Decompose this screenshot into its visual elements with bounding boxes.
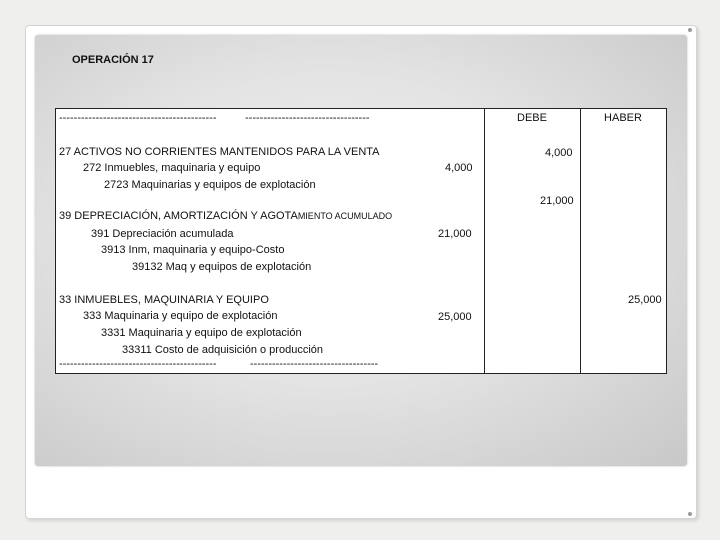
column-divider-debe (484, 109, 485, 373)
subaccount-3331: 3331 Maquinaria y equipo de explotación (101, 327, 302, 339)
footer-dashes-right: ----------------------------------- (250, 358, 379, 370)
partial-amount-33: 25,000 (438, 311, 472, 323)
partial-amount-27: 4,000 (445, 162, 473, 174)
journal-entry-table (55, 108, 667, 374)
subaccount-391: 391 Depreciación acumulada (91, 228, 234, 240)
haber-amount-33: 25,000 (628, 294, 662, 306)
header-dashes-right: ---------------------------------- (245, 112, 370, 124)
subaccount-33311: 33311 Costo de adquisición o producción (122, 344, 323, 356)
column-divider-haber (580, 109, 581, 373)
footer-dashes-left: ------------------------------------------- (59, 358, 217, 370)
operation-title: OPERACIÓN 17 (72, 54, 154, 66)
subaccount-3913: 3913 Inm, maquinaria y equipo-Costo (101, 244, 285, 256)
frame-corner-dot (688, 512, 692, 516)
account-27: 27 ACTIVOS NO CORRIENTES MANTENIDOS PARA LA VENTA (59, 146, 380, 158)
debe-amount-27: 4,000 (545, 147, 573, 159)
subaccount-39132: 39132 Maq y equipos de explotación (132, 261, 312, 273)
haber-header: HABER (604, 112, 642, 124)
account-39-label-small: MIENTO ACUMULADO (297, 211, 393, 221)
debe-header: DEBE (517, 112, 547, 124)
account-33: 33 INMUEBLES, MAQUINARIA Y EQUIPO (59, 294, 269, 306)
frame-corner-dot (688, 28, 692, 32)
subaccount-333: 333 Maquinaria y equipo de explotación (83, 310, 278, 322)
partial-amount-39: 21,000 (438, 228, 472, 240)
debe-amount-39: 21,000 (540, 195, 574, 207)
subaccount-272: 272 Inmuebles, maquinaria y equipo (83, 162, 261, 174)
account-39 (59, 209, 392, 223)
account-39-label: 39 DEPRECIACIÓN, AMORTIZACIÓN Y AGOTA (59, 210, 298, 222)
subaccount-2723: 2723 Maquinarias y equipos de explotación (104, 179, 316, 191)
header-dashes-left: ------------------------------------------- (59, 112, 217, 124)
